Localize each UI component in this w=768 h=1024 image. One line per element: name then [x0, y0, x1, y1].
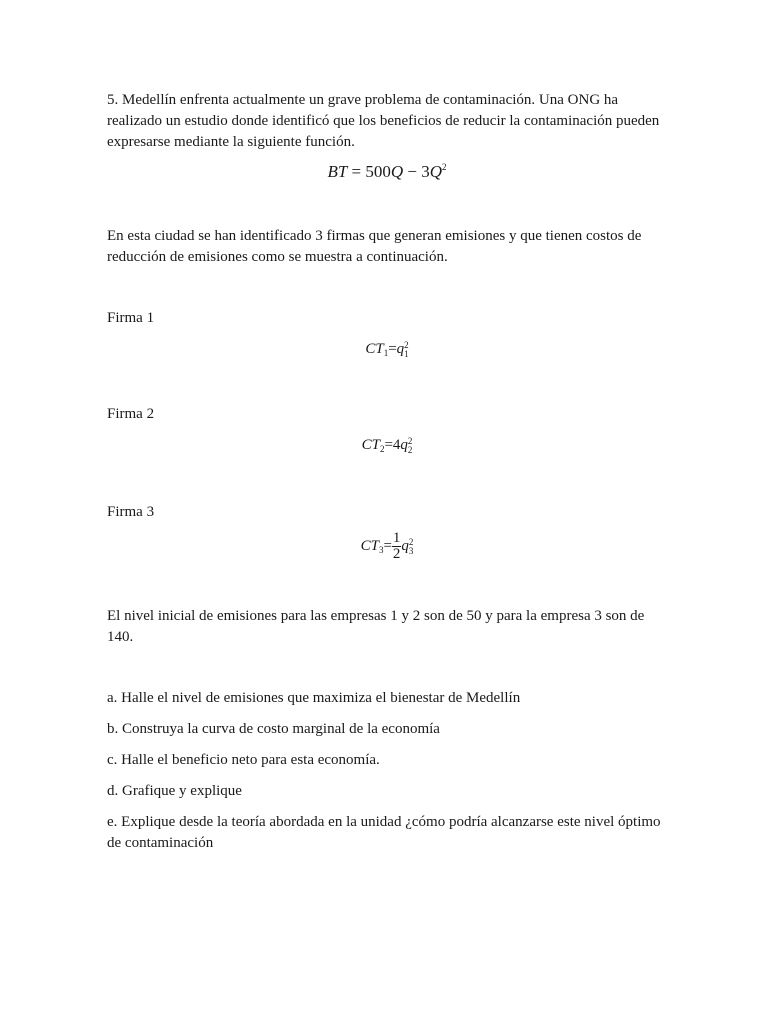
- equals-sign: =: [388, 341, 397, 357]
- problem-intro: 5. Medellín enfrenta actualmente un grave problema de contaminación. Una ONG ha realizado un estudio donde identificó que los beneficios de reducir la contaminación pueden expresarse mediante la siguiente función.: [107, 92, 660, 150]
- question-b: b. Construya la curva de costo marginal de la economía: [107, 721, 440, 737]
- q-exponent: 2: [404, 340, 409, 350]
- ct-symbol: CT: [365, 341, 384, 357]
- fraction-numerator: 1: [392, 530, 401, 546]
- benefit-formula: [107, 157, 667, 182]
- question-d: d. Grafique y explique: [107, 783, 242, 799]
- firm-3-label: Firma 3: [107, 504, 155, 520]
- bt-equals: = 500: [347, 162, 391, 181]
- q-indices: [408, 437, 413, 455]
- bt-exponent: 2: [442, 162, 447, 172]
- bt-q: Q: [390, 162, 404, 181]
- firm-3-cost-formula: [107, 531, 667, 562]
- equals-sign: =: [383, 537, 392, 554]
- q-variable: q: [401, 537, 409, 554]
- ct-subscript: 3: [378, 544, 384, 555]
- ct-symbol: CT: [361, 437, 380, 453]
- bt-q2: Q: [429, 162, 443, 181]
- q-subscript: 3: [408, 545, 414, 556]
- question-e: e. Explique desde la teoría abordada en la unidad ¿cómo podría alcanzarse este nivel óptimo de contaminación: [107, 814, 661, 851]
- firm-2-label: Firma 2: [107, 406, 155, 422]
- q-variable: q: [396, 341, 405, 357]
- fraction-denominator: 2: [392, 546, 401, 562]
- fraction: [392, 531, 402, 562]
- q-exponent: 2: [408, 536, 414, 547]
- ct-subscript: 2: [379, 444, 385, 454]
- q-exponent: 2: [407, 436, 413, 446]
- question-c: c. Halle el beneficio neto para esta economía.: [107, 752, 380, 768]
- firm-1-cost-formula: [107, 339, 667, 364]
- q-variable: q: [400, 437, 408, 453]
- ct-symbol: CT: [360, 537, 379, 554]
- firms-intro: En esta ciudad se han identificado 3 firmas que generan emisiones y que tienen costos de reducción de emisiones como se muestra a continuación.: [107, 228, 642, 265]
- q-indices: [409, 538, 414, 556]
- document-page: [107, 90, 667, 854]
- ct-subscript: 1: [383, 348, 389, 358]
- firm-1-label: Firma 1: [107, 310, 155, 326]
- q-subscript: 2: [407, 445, 413, 455]
- firm-2-cost-formula: [107, 435, 667, 460]
- coefficient: 4: [392, 437, 401, 453]
- initial-emissions-text: El nivel inicial de emisiones para las empresas 1 y 2 son de 50 y para la empresa 3 son de 140.: [107, 608, 645, 645]
- equals-sign: =: [384, 437, 393, 453]
- q-indices: [404, 341, 409, 359]
- bt-symbol: BT: [327, 162, 348, 181]
- questions-list: [107, 688, 667, 854]
- bt-minus: − 3: [403, 162, 430, 181]
- question-a: a. Halle el nivel de emisiones que maximiza el bienestar de Medellín: [107, 690, 521, 706]
- q-subscript: 1: [404, 349, 409, 359]
